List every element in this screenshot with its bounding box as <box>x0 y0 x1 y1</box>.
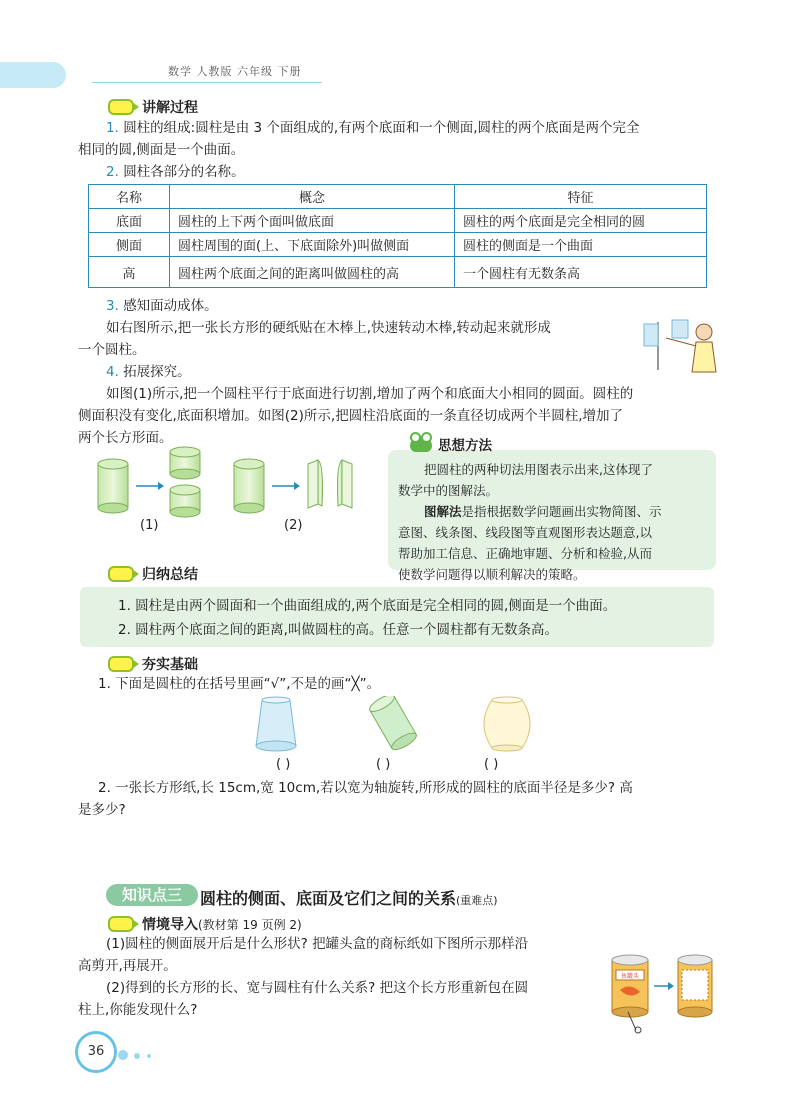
think-line: 把圆柱的两种切法用图表示出来,这体现了 <box>424 462 653 477</box>
think-line: 是指根据数学问题画出实物简图、示 <box>461 504 662 519</box>
can-label-text: 鱼罐头 <box>620 973 640 980</box>
think-line: 数学中的图解法。 <box>398 483 499 498</box>
table-header-cell: 名称 <box>89 185 170 209</box>
section-heading-practice <box>108 654 198 674</box>
knowledge-point-tag: 知识点三 <box>106 884 198 906</box>
paragraph-text: 感知面动成体。 <box>123 298 218 314</box>
table-row <box>89 233 707 257</box>
item-number: 2. <box>106 164 119 180</box>
table-row <box>89 257 707 288</box>
answer-blank-3[interactable]: ( ) <box>484 757 499 772</box>
question-text: 2. 一张长方形纸,长 15cm,宽 10cm,若以宽为轴旋转,所形成的圆柱的底面半径是多少? 高 <box>98 780 633 796</box>
table-cell: 圆柱两个底面之间的距离叫做圆柱的高 <box>170 257 455 288</box>
table-cell: 侧面 <box>89 233 170 257</box>
textbook-source: (教材第 19 页例 2) <box>198 917 302 932</box>
item-number: 1. <box>106 120 119 136</box>
header-tab-decoration <box>0 62 66 88</box>
table-cell: 圆柱的侧面是一个曲面 <box>455 233 707 257</box>
answer-blank-2[interactable]: ( ) <box>376 757 391 772</box>
think-line: 帮助加工信息、正确地审题、分析和检验,从而 <box>398 546 652 561</box>
term-graphic-method: 图解法 <box>424 504 462 519</box>
question-text: 是多少? <box>78 802 126 818</box>
footer-dot <box>134 1053 140 1059</box>
table-cell: 圆柱周围的面(上、下底面除外)叫做侧面 <box>170 233 455 257</box>
section-heading-situation <box>108 914 302 934</box>
question-2 <box>78 777 718 821</box>
table-cell: 圆柱的上下两个面叫做底面 <box>170 209 455 233</box>
section-title: 归纳总结 <box>142 567 198 583</box>
paragraph-text: 相同的圆,侧面是一个曲面。 <box>78 142 245 158</box>
can-label-unrolling-illustration <box>606 950 718 1034</box>
summary-item: 1. 圆柱是由两个圆面和一个曲面组成的,两个底面是完全相同的圆,侧面是一个曲面。 <box>118 598 617 614</box>
heading-pill-icon <box>108 656 134 672</box>
figure-label-2: (2) <box>284 518 303 533</box>
page-number: 36 <box>75 1031 117 1073</box>
paragraph-text: 一个圆柱。 <box>78 342 146 358</box>
heading-pill-icon <box>108 99 134 115</box>
footer-dot <box>118 1050 128 1060</box>
table-cell: 底面 <box>89 209 170 233</box>
paragraph-composition <box>78 117 718 183</box>
book-title: 数学 人教版 六年级 下册 <box>168 65 302 78</box>
table-header-cell: 特征 <box>455 185 707 209</box>
section-title: 情境导入 <box>142 917 198 933</box>
question-1: 1. 下面是圆柱的在括号里画“√”,不是的画“╳”。 <box>98 676 381 692</box>
table-cell: 圆柱的两个底面是完全相同的圆 <box>455 209 707 233</box>
section-title: 夯实基础 <box>142 657 198 673</box>
paragraph-text: 侧面积没有变化,底面积增加。如图(2)所示,把圆柱沿底面的一条直径切成两个半圆柱,增加了 <box>78 408 623 424</box>
answer-blank-1[interactable]: ( ) <box>276 757 291 772</box>
paragraph-text: 圆柱各部分的名称。 <box>123 164 245 180</box>
situation-text <box>78 933 608 1021</box>
shape-options-illustration <box>254 696 554 758</box>
paragraph-text: 圆柱的组成:圆柱是由 3 个面组成的,有两个底面和一个侧面,圆柱的两个底面是两个完全 <box>123 120 640 136</box>
situation-line: (1)圆柱的侧面展开后是什么形状? 把罐头盒的商标纸如下图所示那样沿 <box>106 936 529 952</box>
thinking-method-heading <box>410 434 492 454</box>
summary-text <box>118 594 616 642</box>
paragraph-text: 如图(1)所示,把一个圆柱平行于底面进行切割,增加了两个和底面大小相同的圆面。圆柱的 <box>106 386 634 402</box>
knowledge-point-title <box>200 886 498 909</box>
item-number: 4. <box>106 364 119 380</box>
table-header-row <box>89 185 707 209</box>
section-heading-summary <box>108 564 198 584</box>
situation-line: 柱上,你能发现什么? <box>78 1002 198 1018</box>
think-line: 意图、线条图、线段图等直观图形表达题意,以 <box>398 525 652 540</box>
heading-pill-icon <box>108 916 134 932</box>
think-line: 使数学问题得以顺利解决的策略。 <box>398 567 586 582</box>
table-row <box>89 209 707 233</box>
table-cell: 高 <box>89 257 170 288</box>
situation-line: 高剪开,再展开。 <box>78 958 177 974</box>
paragraph-text: 拓展探究。 <box>123 364 191 380</box>
situation-line: (2)得到的长方形的长、宽与圆柱有什么关系? 把这个长方形重新包在圆 <box>106 980 529 996</box>
knowledge-note: (重难点) <box>456 894 498 907</box>
heading-pill-icon <box>108 566 134 582</box>
paragraph-text: 如右图所示,把一张长方形的硬纸贴在木棒上,快速转动木棒,转动起来就形成 <box>106 320 551 336</box>
frog-icon <box>410 436 432 452</box>
footer-dot <box>147 1054 151 1058</box>
cylinder-cutting-figures <box>92 446 382 536</box>
thinking-method-text <box>398 459 710 585</box>
item-number: 3. <box>106 298 119 314</box>
figure-label-1: (1) <box>140 518 159 533</box>
knowledge-title-text: 圆柱的侧面、底面及它们之间的关系 <box>200 889 457 908</box>
summary-item: 2. 圆柱两个底面之间的距离,叫做圆柱的高。任意一个圆柱都有无数条高。 <box>118 622 558 638</box>
table-cell: 一个圆柱有无数条高 <box>455 257 707 288</box>
paragraph-text: 两个长方形面。 <box>78 430 173 446</box>
section-title: 讲解过程 <box>142 100 198 116</box>
section-heading-explanation <box>108 97 198 117</box>
table-header-cell: 概念 <box>170 185 455 209</box>
child-spinning-card-illustration <box>636 316 720 374</box>
paragraph-rotation <box>78 295 718 449</box>
cylinder-parts-table <box>88 184 707 288</box>
thinking-method-title: 思想方法 <box>438 438 492 454</box>
header-divider <box>92 82 322 83</box>
